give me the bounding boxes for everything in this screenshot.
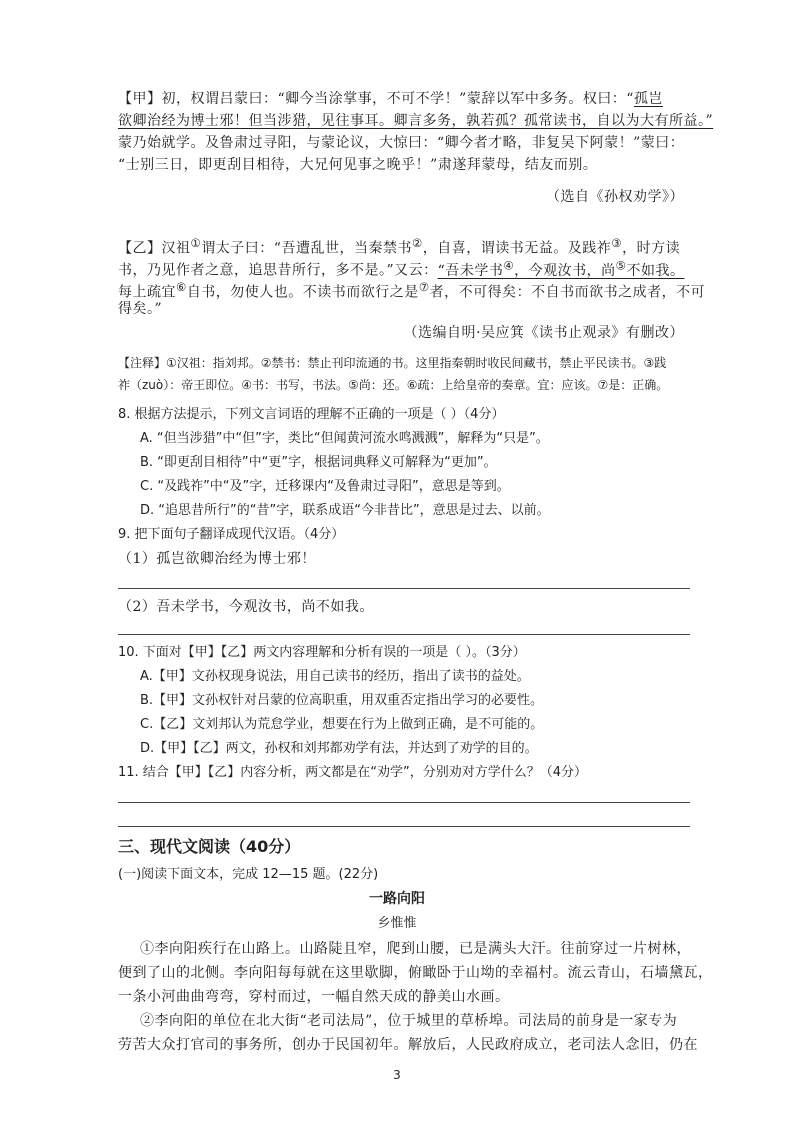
para-1-line-3: 一条小河曲曲弯弯，穿村而过，一幅自然天成的静美山水画。 [118, 989, 510, 1005]
answer-line [118, 634, 690, 635]
article-title: 一路向阳 [369, 891, 425, 907]
q9-sentence-1: （1）孤岂欲卿治经为博士邪！ [118, 551, 316, 567]
q10-option-b: B.【甲】文孙权针对吕蒙的位高职重，用双重否定指出学习的必要性。 [140, 693, 544, 708]
q8-option-b: B. “即更刮目相待”中“更”字，根据词典释义可解释为“更加”。 [140, 455, 497, 470]
section-heading: 三、现代文阅读（40分） [118, 837, 301, 856]
q8-option-c: C. “及践祚”中“及”字，迁移课内“及鲁肃过寻阳”，意思是等到。 [140, 479, 510, 494]
jia-line-3: 蒙乃始就学。及鲁肃过寻阳，与蒙论议，大惊曰：“卿今者才略，非复吴下阿蒙！”蒙曰： [118, 135, 685, 151]
yi-line-1: 【乙】汉祖①谓太子曰：“吾遭乱世，当秦禁书②，自喜，谓读书无益。及践祚③，时方读 [118, 236, 681, 257]
notes-line-2: 祚（zuò）：帝王即位。④书：书写，书法。⑤尚：还。⑥疏：上给皇帝的奏章。宜：应该。⑦是：正确。 [118, 378, 669, 392]
jia-line-1: 【甲】初，权谓吕蒙曰：“卿今当涂掌事，不可不学！”蒙辞以军中多务。权曰：“孤岂 [118, 91, 663, 107]
jia-line-2: 欲卿治经为博士邪！但当涉猎，见往事耳。卿言多务，孰若孤？孤常读书，自以为大有所益。” [118, 113, 714, 129]
q10-option-d: D.【甲】【乙】两文，孙权和刘邦都劝学有法，并达到了劝学的目的。 [140, 741, 538, 756]
q10-stem: 10. 下面对【甲】【乙】两文内容理解和分析有误的一项是（ ）。（3分） [118, 645, 526, 660]
article-author: 乡惟惟 [377, 916, 417, 931]
answer-line [118, 826, 690, 827]
q10-option-a: A.【甲】文孙权现身说法，用自己读书的经历，指出了读书的益处。 [140, 669, 530, 684]
q9-sentence-2: （2）吾未学书，今观汝书，尚不如我。 [118, 599, 374, 615]
q8-option-a: A. “但当涉猎”中“但”字，类比“但闻黄河流水鸣溅溅”，解释为“只是”。 [140, 431, 549, 446]
q8-option-d: D. “追思昔所行”的“昔”字，联系成语“今非昔比”，意思是过去、以前。 [140, 503, 550, 518]
q8-stem: 8. 根据方法提示，下列文言词语的理解不正确的一项是（ ）（4分） [118, 407, 505, 422]
para-2-line-1: ②李向阳的单位在北大街“老司法局”，位于城里的草桥埠。司法局的前身是一家专为 [140, 1013, 678, 1029]
q9-stem: 9. 把下面句子翻译成现代汉语。（4分） [118, 527, 345, 542]
yi-line-2: 书，乃见作者之意，追思昔所行，多不是。”又云：“吾未学书④，今观汝书，尚⑤不如我。 [118, 258, 685, 279]
answer-line [118, 802, 690, 803]
para-2-line-2: 劳苦大众打官司的事务所，创办于民国初年。解放后，人民政府成立，老司法人念旧，仍在 [118, 1037, 698, 1053]
para-1-line-1: ①李向阳疾行在山路上。山路陡且窄，爬到山腰，已是满头大汗。往前穿过一片树林， [140, 941, 691, 957]
answer-line [118, 588, 690, 589]
section-instruction: (一)阅读下面文本，完成 12—15 题。(22分) [118, 867, 379, 882]
jia-source: （选自《孙权劝学》） [546, 189, 684, 205]
para-1-line-2: 便到了山的北侧。李向阳每每就在这里歇脚，俯瞰卧于山坳的幸福村。流云青山，石墙黛瓦， [118, 965, 713, 981]
q10-option-c: C.【乙】文刘邦认为荒怠学业，想要在行为上做到正确，是不可能的。 [140, 717, 544, 732]
yi-source: （选编自明·吴应箕《读书止观录》有删改） [403, 325, 684, 341]
jia-line-4: “士别三日，即更刮目相待，大兄何见事之晚乎！”肃遂拜蒙母，结友而别。 [118, 157, 598, 173]
notes-line-1: 【注释】①汉祖：指刘邦。②禁书：禁止刊印流通的书。这里指秦朝时收民间藏书，禁止平民读书。③践 [118, 356, 667, 370]
q11-stem: 11. 结合【甲】【乙】内容分析，两文都是在“劝学”，分别劝对方学什么？（4分） [118, 765, 588, 780]
yi-line-4: 得矣。” [118, 301, 163, 317]
yi-line-3: 每上疏宜⑥自书，勿使人也。不读书而欲行之是⑦者，不可得矣：不自书而欲书之成者，不可 [118, 280, 706, 301]
page-number: 3 [393, 1068, 401, 1082]
